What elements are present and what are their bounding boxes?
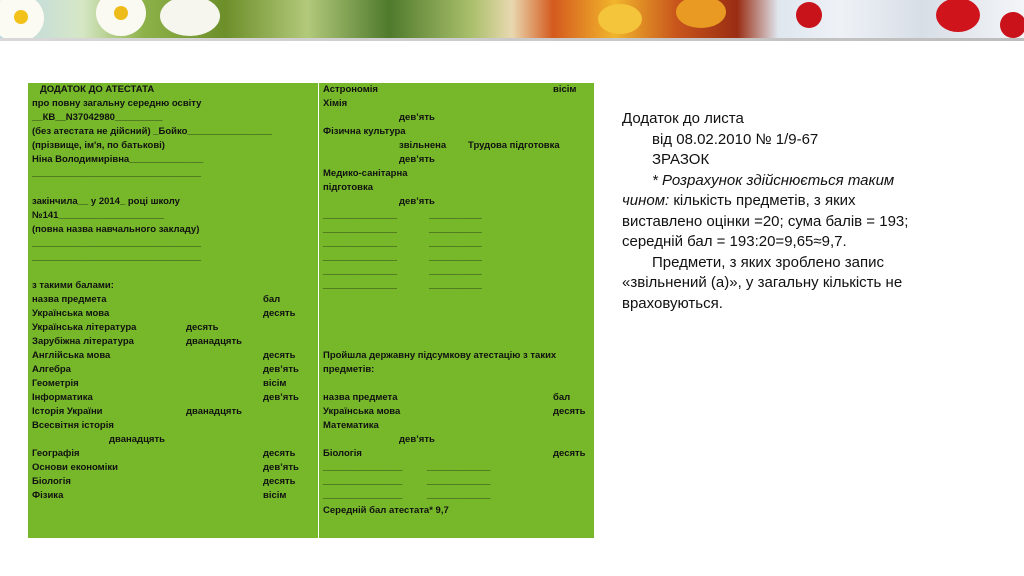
subject-grade: дванадцять bbox=[186, 336, 242, 347]
subject-name: Біологія bbox=[32, 476, 71, 487]
blank-subject-line: _______________ bbox=[323, 462, 403, 473]
grades-header-subject: назва предмета bbox=[32, 294, 107, 305]
note-calc-italic: * Розрахунок здійснюється таким bbox=[652, 171, 895, 189]
subject-grade: вісім bbox=[263, 490, 287, 501]
blank-grade-line: __________ bbox=[429, 210, 482, 221]
subject-name: Зарубіжна література bbox=[32, 336, 134, 347]
subject-name: Трудова підготовка bbox=[468, 140, 560, 151]
note-calc-line bbox=[622, 191, 1002, 212]
subject-name: Українська література bbox=[32, 322, 137, 333]
explanatory-note bbox=[622, 109, 1002, 314]
blank-grade-line: ____________ bbox=[427, 462, 491, 473]
subject-name: Алгебра bbox=[32, 364, 71, 375]
subject-name: Історія України bbox=[32, 406, 103, 417]
decorative-banner bbox=[0, 0, 1024, 38]
blank-grade-line: __________ bbox=[429, 252, 482, 263]
exam-subject: Українська мова bbox=[323, 406, 401, 417]
blank-line: ________________________________ bbox=[32, 238, 202, 249]
note-exempt-line: Предмети, з яких зроблено запис bbox=[652, 253, 884, 271]
subject-grade: дев’ять bbox=[263, 392, 299, 403]
blank-subject-line: ______________ bbox=[323, 224, 397, 235]
blank-subject-line: ______________ bbox=[323, 238, 397, 249]
subject-grade: десять bbox=[263, 308, 296, 319]
grades-header-grade: бал bbox=[263, 294, 281, 305]
red-berry-image bbox=[936, 0, 980, 32]
grades-intro: з такими балами: bbox=[32, 280, 114, 291]
subject-name: Фізична культура bbox=[323, 126, 406, 137]
banner-divider bbox=[0, 38, 1024, 41]
subject-grade: дев’ять bbox=[399, 112, 435, 123]
note-calc-text: кількість предметів, з яких bbox=[669, 192, 856, 209]
autumn-leaf-image bbox=[598, 4, 642, 34]
exam-grade: десять bbox=[553, 406, 586, 417]
blank-subject-line: ______________ bbox=[323, 252, 397, 263]
subject-grade: дев’ять bbox=[399, 196, 435, 207]
state-exam-heading: Пройшла державну підсумкову атестацію з таких bbox=[323, 350, 557, 361]
subject-grade: дванадцять bbox=[109, 434, 165, 445]
blank-subject-line: _______________ bbox=[323, 490, 403, 501]
note-exempt-line: враховуються. bbox=[622, 294, 723, 312]
subject-grade: дев’ять bbox=[399, 154, 435, 165]
note-calc-italic: чином: bbox=[622, 192, 670, 209]
subject-name: Медико-санітарна bbox=[323, 168, 408, 179]
subject-name: Українська мова bbox=[32, 308, 110, 319]
subject-grade: десять bbox=[263, 350, 296, 361]
column-divider bbox=[318, 83, 319, 538]
note-calc-line: середній бал = 193:20=9,65≈9,7. bbox=[622, 233, 847, 250]
exam-grade: дев’ять bbox=[399, 434, 435, 445]
red-berry-image bbox=[1000, 12, 1024, 38]
note-calc-line: виставлено оцінки =20; сума балів = 193; bbox=[622, 212, 909, 230]
subject-grade: дев’ять bbox=[263, 462, 299, 473]
subject-grade: вісім bbox=[263, 378, 287, 389]
blank-line: ________________________________ bbox=[32, 252, 202, 263]
name-line: Ніна Володимирівна______________ bbox=[32, 154, 204, 165]
exam-header-subject: назва предмета bbox=[323, 392, 398, 403]
daisy-center-image bbox=[114, 6, 128, 20]
subject-grade: дев’ять bbox=[263, 364, 299, 375]
graduation-line: закінчила__ у 2014_ році школу bbox=[32, 196, 180, 207]
subject-name: Інформатика bbox=[32, 392, 93, 403]
note-title: Додаток до листа bbox=[622, 110, 744, 127]
blank-subject-line: ______________ bbox=[323, 210, 397, 221]
daisy-flower-image bbox=[160, 0, 220, 36]
red-berry-image bbox=[796, 2, 822, 28]
subject-name: Всесвітня історія bbox=[32, 420, 114, 431]
note-letter-ref: від 08.02.2010 № 1/9-67 bbox=[652, 130, 819, 148]
blank-subject-line: ______________ bbox=[323, 280, 397, 291]
surname-line: (без атестата не дійсний) _Бойко________________ bbox=[32, 126, 272, 137]
blank-grade-line: __________ bbox=[429, 280, 482, 291]
daisy-center-image bbox=[14, 10, 28, 24]
subject-name: Основи економіки bbox=[32, 462, 118, 473]
blank-line: ________________________________ bbox=[32, 168, 202, 179]
exam-header-grade: бал bbox=[553, 392, 571, 403]
note-calc-line bbox=[622, 171, 1002, 192]
subject-name: Астрономія bbox=[323, 84, 378, 95]
subject-name: підготовка bbox=[323, 182, 374, 193]
exam-subject: Біологія bbox=[323, 448, 362, 459]
subject-name: Географія bbox=[32, 448, 80, 459]
blank-grade-line: __________ bbox=[429, 266, 482, 277]
subject-grade: десять bbox=[186, 322, 219, 333]
school-caption: (повна назва навчального закладу) bbox=[32, 224, 200, 235]
subject-grade: звільнена bbox=[399, 140, 447, 151]
subject-name: Фізика bbox=[32, 490, 64, 501]
blank-subject-line: ______________ bbox=[323, 266, 397, 277]
blank-grade-line: __________ bbox=[429, 238, 482, 249]
subject-grade: десять bbox=[263, 476, 296, 487]
school-line: №141____________________ bbox=[32, 210, 165, 221]
note-sample-label: ЗРАЗОК bbox=[652, 151, 710, 168]
blank-grade-line: ____________ bbox=[427, 490, 491, 501]
state-exam-heading-cont: предметів: bbox=[323, 364, 375, 375]
subject-grade: десять bbox=[263, 448, 296, 459]
subject-name: Хімія bbox=[323, 98, 348, 109]
exam-subject: Математика bbox=[323, 420, 379, 431]
autumn-leaf-image bbox=[676, 0, 726, 28]
subject-grade: вісім bbox=[553, 84, 577, 95]
exam-grade: десять bbox=[553, 448, 586, 459]
blank-grade-line: __________ bbox=[429, 224, 482, 235]
blank-grade-line: ____________ bbox=[427, 476, 491, 487]
surname-caption: (прізвище, ім'я, по батькові) bbox=[32, 140, 165, 151]
subject-name: Геометрія bbox=[32, 378, 79, 389]
subject-grade: дванадцять bbox=[186, 406, 242, 417]
appendix-title: ДОДАТОК ДО АТЕСТАТА bbox=[40, 84, 155, 95]
note-exempt-line: «звільнений (а)», у загальну кількість не bbox=[622, 274, 903, 291]
certificate-appendix-panel bbox=[28, 83, 594, 538]
appendix-subtitle: про повну загальну середню освіту bbox=[32, 98, 202, 109]
blank-subject-line: _______________ bbox=[323, 476, 403, 487]
certificate-number: __КВ__N37042980_________ bbox=[32, 112, 163, 123]
subject-name: Англійська мова bbox=[32, 350, 111, 361]
average-grade: Середній бал атестата* 9,7 bbox=[323, 505, 449, 516]
